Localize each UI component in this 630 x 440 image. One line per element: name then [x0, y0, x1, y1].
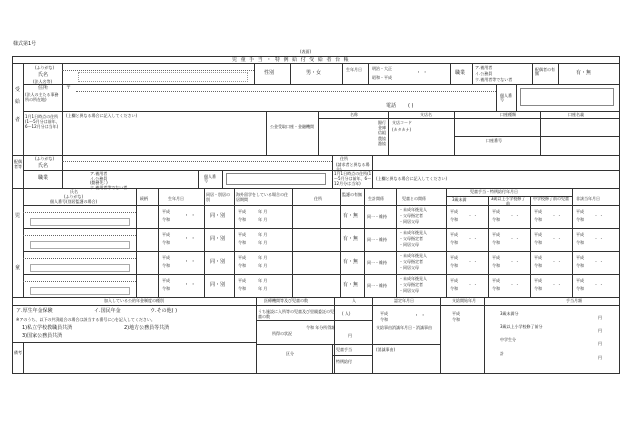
bank-type-gyokyo[interactable]: 漁協: [378, 140, 386, 146]
child-overseas-era-a[interactable]: 平成: [238, 278, 246, 283]
amount-under3-label: 3歳未満分: [500, 311, 519, 316]
amount-total-yen: 円: [598, 355, 602, 360]
spouse-address-label: 住所: [340, 156, 348, 161]
sex-label: 性別: [264, 70, 275, 76]
spouse-occupation-d[interactable]: ウ.被用者等でない者: [90, 184, 128, 190]
amount-header: 手当月額: [566, 298, 582, 303]
child-personal-no-field[interactable]: [30, 264, 130, 272]
child-reason-2[interactable]: ・父母指定者: [399, 259, 423, 264]
birth-era-1[interactable]: 明治・大正: [372, 66, 392, 71]
erase-reason-label: (消滅事由): [376, 347, 396, 352]
child-benefit-era-a[interactable]: 平成: [576, 232, 584, 237]
pension-note: ※アのうち、以下の共済組合の場合は該当する番号に○を記入してください。: [16, 317, 155, 322]
child-header-address: 住所: [314, 196, 322, 201]
child-benefit-dots[interactable]: ・ ・: [552, 259, 562, 264]
certify-era-b[interactable]: 令和: [380, 317, 388, 322]
child-benefit-era-a[interactable]: 平成: [450, 232, 458, 237]
child-benefit-era-b[interactable]: 令和: [450, 217, 458, 222]
spouse-jan1-address-label: 1月1日時点の住所(1～5月分は前年、6～12月分は当年): [334, 171, 372, 186]
child-livelihood[interactable]: 同一・維持: [367, 237, 387, 242]
child-header-name: 氏名: [70, 189, 78, 194]
postal-mark: 〒: [66, 85, 72, 91]
category-label: 区分: [286, 351, 294, 356]
account-holder-header: 口座名義: [568, 112, 584, 117]
child-benefit-dots[interactable]: ・ ・: [552, 213, 562, 218]
bank-type-kinko[interactable]: 金庫: [378, 125, 386, 131]
child-overseas-ym-1[interactable]: 年 月: [258, 209, 268, 214]
child-benefit-dots[interactable]: ・ ・: [510, 282, 520, 287]
medical-note: うち施設に入所等の児童及び里親委託の児童の数: [258, 309, 334, 319]
child-overseas-era-b[interactable]: 令和: [238, 217, 246, 222]
recipient-section-label-2: 給: [15, 99, 21, 105]
child-benefit-dots[interactable]: ・ ・: [468, 259, 478, 264]
child-livelihood[interactable]: 同一・維持: [367, 260, 387, 265]
child-supervision[interactable]: 有・無: [343, 213, 359, 219]
spouse-address-note: (請求者と異なる場合): [336, 162, 370, 172]
certify-era-a[interactable]: 平成: [380, 311, 388, 316]
child-personal-no-field[interactable]: [30, 218, 130, 226]
child-overseas-era-a[interactable]: 平成: [238, 232, 246, 237]
child-section-label-2: 童: [15, 265, 21, 271]
child-header-relation: 続柄: [140, 196, 148, 201]
remarks-label: 備考: [14, 350, 22, 355]
child-birth-dots[interactable]: ・ ・: [184, 213, 196, 219]
child-benefit-era-b[interactable]: 令和: [534, 263, 542, 268]
child-overseas-ym-1[interactable]: 年 月: [258, 255, 268, 260]
amount-total-label: 計: [500, 351, 504, 356]
spouse-furigana-label: (ふりがな): [35, 156, 55, 161]
recipient-address-label: 住所: [38, 85, 49, 91]
child-benefit-era-a[interactable]: 平成: [534, 209, 542, 214]
child-birth-era-b[interactable]: 令和: [162, 263, 170, 268]
child-birth-era-a[interactable]: 平成: [162, 232, 170, 237]
child-together[interactable]: 同・別: [210, 282, 226, 288]
recipient-name-label: 氏名: [38, 72, 49, 78]
child-together[interactable]: 同・別: [210, 213, 226, 219]
side-marker: (表面): [300, 49, 312, 54]
personal-no-field[interactable]: [520, 88, 614, 106]
child-benefit-era-b[interactable]: 令和: [534, 286, 542, 291]
child-birth-dots[interactable]: ・ ・: [184, 236, 196, 242]
child-overseas-ym-2[interactable]: 年 月: [258, 263, 268, 268]
child-overseas-era-a[interactable]: 平成: [238, 255, 246, 260]
child-benefit-era-b[interactable]: 令和: [576, 240, 584, 245]
birth-era-2[interactable]: 昭和・平成: [372, 75, 392, 80]
pay-start-era-b[interactable]: 令和: [452, 317, 460, 322]
certify-date[interactable]: ・ ・: [414, 313, 426, 319]
category-child-benefit[interactable]: 児童手当: [336, 347, 352, 352]
child-benefit-dots[interactable]: ・ ・: [552, 282, 562, 287]
child-birth-era-b[interactable]: 令和: [162, 286, 170, 291]
child-reason-3[interactable]: ・同居父母: [399, 288, 419, 293]
child-reason-2[interactable]: ・父母指定者: [399, 213, 423, 218]
kana-label: (カタカナ): [392, 127, 412, 132]
child-overseas-ym-1[interactable]: 年 月: [258, 232, 268, 237]
certify-header: 認定年月日: [394, 298, 414, 303]
child-benefit-dots[interactable]: ・ ・: [594, 213, 604, 218]
phone-field[interactable]: ( ): [408, 103, 414, 109]
bank-section-label: 公金受取口座・金融機関: [270, 124, 314, 129]
kyosai-option-3[interactable]: 3)国家公務員共済: [22, 333, 63, 339]
pension-option-a[interactable]: ア.厚生年金保険: [16, 308, 53, 314]
child-header-supervision: 監護の有無: [342, 192, 362, 197]
spouse-occupation-c[interactable]: (勤務先: ): [90, 180, 108, 186]
child-header-reason: 児童との関係: [402, 196, 426, 201]
child-benefit-dots[interactable]: ・ ・: [510, 259, 520, 264]
child-livelihood[interactable]: 同一・維持: [367, 214, 387, 219]
amount-jhs-yen: 円: [598, 341, 602, 346]
jan1-address-label: 1月1日時点の住所(1～5月分は前年、6～12月分は当年): [25, 114, 60, 129]
spouse-occupation-label: 職業: [38, 175, 49, 181]
child-benefit-dots[interactable]: ・ ・: [468, 213, 478, 218]
child-supervision[interactable]: 有・無: [343, 282, 359, 288]
category-special-benefit[interactable]: 特例給付: [336, 359, 352, 364]
child-benefit-era-a[interactable]: 平成: [534, 255, 542, 260]
child-benefit-era-a[interactable]: 平成: [492, 278, 500, 283]
kyosai-option-1[interactable]: 1)私立学校教職員共済: [22, 325, 73, 331]
child-benefit-era-b[interactable]: 令和: [450, 240, 458, 245]
amount-jhs-label: 中学生分: [500, 337, 516, 342]
child-benefit-era-b[interactable]: 令和: [534, 240, 542, 245]
occupation-label: 職業: [455, 70, 466, 76]
amount-under3-yen: 円: [598, 315, 602, 320]
spouse-personal-no-field[interactable]: [226, 173, 326, 185]
bank-type-list[interactable]: [378, 120, 386, 146]
child-birth-era-a[interactable]: 平成: [162, 278, 170, 283]
child-personal-no-field[interactable]: [30, 287, 130, 295]
child-benefit-era-b[interactable]: 令和: [576, 263, 584, 268]
branch-code-label: 支店コード: [392, 120, 412, 125]
jan1-same-note: (上欄と異なる場合に記入してください): [66, 113, 138, 118]
child-birth-era-b[interactable]: 令和: [162, 217, 170, 222]
child-benefit-era-b[interactable]: 令和: [534, 217, 542, 222]
child-reason-2[interactable]: ・父母指定者: [399, 236, 423, 241]
birth-label: 生年月日: [346, 67, 362, 72]
spouse-personal-no-label: 個人番号: [204, 174, 216, 183]
child-reason-1[interactable]: ・未成年後見人: [399, 230, 427, 235]
sex-options[interactable]: 男・女: [306, 70, 322, 76]
pay-start-era-a[interactable]: 平成: [452, 311, 460, 316]
child-personal-no-field[interactable]: [30, 241, 130, 249]
child-overseas-ym-1[interactable]: 年 月: [258, 278, 268, 283]
child-reason-3[interactable]: ・同居父母: [399, 265, 419, 270]
child-reason-3[interactable]: ・同居父母: [399, 242, 419, 247]
child-header-benefit-group: 児童手当・特例給付年月日: [470, 189, 518, 194]
child-benefit-dots[interactable]: ・ ・: [552, 236, 562, 241]
child-header-furigana: (ふりがな): [64, 194, 84, 199]
amount-primary-yen: 円: [598, 328, 602, 333]
child-reason-1[interactable]: ・未成年後見人: [399, 276, 427, 281]
child-supervision[interactable]: 有・無: [343, 236, 359, 242]
pension-header: 加入している公的年金制度の種別: [104, 298, 164, 303]
kyosai-option-2[interactable]: 2)地方公務員等共済: [124, 325, 170, 331]
medical-header: 医療機関等及び児童の数: [264, 298, 308, 303]
pension-option-c[interactable]: ウ.その他( ): [150, 308, 178, 314]
child-overseas-era-b[interactable]: 令和: [238, 286, 246, 291]
occupation-option-b[interactable]: イ.公務員: [475, 71, 493, 76]
child-livelihood[interactable]: 同一・維持: [367, 283, 387, 288]
child-header-stop: 非該当年月日: [576, 196, 600, 201]
spouse-occupation-b[interactable]: イ.公務員: [90, 175, 108, 181]
child-header-under3: 3歳未満: [452, 197, 467, 202]
child-birth-dots[interactable]: ・ ・: [184, 282, 196, 288]
child-together[interactable]: 同・別: [210, 236, 226, 242]
child-header-overseas: 海外留学をしている場合の住居期間: [236, 192, 288, 202]
child-reason-2[interactable]: ・父母指定者: [399, 282, 423, 287]
pay-start-header: 支給開始年月: [452, 298, 476, 303]
child-benefit-era-b[interactable]: 令和: [576, 286, 584, 291]
form-number: 様式第1号: [13, 41, 37, 47]
child-benefit-dots[interactable]: ・ ・: [468, 236, 478, 241]
child-benefit-era-b[interactable]: 令和: [450, 263, 458, 268]
child-benefit-dots[interactable]: ・ ・: [594, 282, 604, 287]
child-benefit-dots[interactable]: ・ ・: [594, 259, 604, 264]
child-birth-era-a[interactable]: 平成: [162, 255, 170, 260]
child-benefit-dots[interactable]: ・ ・: [510, 236, 520, 241]
recipient-name-field[interactable]: [78, 72, 248, 82]
occupation-option-c[interactable]: ウ.被用者等でない者: [475, 77, 513, 82]
medical-paren-count[interactable]: ( 人): [342, 311, 351, 316]
recipient-furigana-label: (ふりがな): [35, 65, 55, 70]
child-benefit-era-b[interactable]: 令和: [576, 217, 584, 222]
form-title: 児 童 手 当 ・ 特 例 給 付 受 給 者 台 帳: [232, 57, 350, 63]
recipient-section-label-1: 受: [15, 87, 21, 93]
child-header-3to-primary: 3歳以上小学校修了前: [490, 196, 526, 206]
child-benefit-era-b[interactable]: 令和: [492, 240, 500, 245]
child-birth-era-a[interactable]: 平成: [162, 209, 170, 214]
child-together[interactable]: 同・別: [210, 259, 226, 265]
spouse-section-label: 配偶者等: [14, 159, 22, 169]
recipient-name-note: (法人名等): [33, 79, 53, 84]
child-benefit-era-a[interactable]: 平成: [534, 278, 542, 283]
spouse-flag-options[interactable]: 有・無: [576, 70, 592, 76]
spouse-occupation-a[interactable]: ア.被用者: [90, 171, 108, 176]
child-overseas-ym-2[interactable]: 年 月: [258, 240, 268, 245]
income-label: 所得の状況: [272, 331, 292, 336]
child-benefit-era-b[interactable]: 令和: [450, 286, 458, 291]
bank-type-ginko[interactable]: 銀行: [378, 120, 386, 125]
pension-option-b[interactable]: イ.国民年金: [94, 308, 121, 314]
child-reason-1[interactable]: ・未成年後見人: [399, 253, 427, 258]
child-overseas-era-a[interactable]: 平成: [238, 209, 246, 214]
branch-header: 支店名: [420, 112, 432, 117]
child-benefit-era-b[interactable]: 令和: [492, 217, 500, 222]
child-benefit-era-a[interactable]: 平成: [450, 255, 458, 260]
medical-count-unit: 人: [352, 298, 356, 303]
child-benefit-era-a[interactable]: 平成: [576, 209, 584, 214]
child-header-livelihood: 生計関係: [368, 196, 384, 201]
child-birth-dots[interactable]: ・ ・: [184, 259, 196, 265]
child-overseas-era-b[interactable]: 令和: [238, 240, 246, 245]
child-benefit-era-a[interactable]: 平成: [576, 255, 584, 260]
child-benefit-era-a[interactable]: 平成: [492, 232, 500, 237]
child-benefit-era-a[interactable]: 平成: [450, 209, 458, 214]
account-type-header: 口座種類: [500, 112, 516, 117]
income-line: 令和 年分所得額: [306, 325, 336, 330]
child-benefit-era-b[interactable]: 令和: [492, 263, 500, 268]
bank-name-header: 名称: [350, 112, 358, 117]
child-header-personal-no: 個人番号(別居監護の場合): [50, 199, 98, 204]
recipient-section-label-4: 者: [15, 117, 21, 123]
child-overseas-ym-2[interactable]: 年 月: [258, 286, 268, 291]
child-benefit-era-a[interactable]: 平成: [576, 278, 584, 283]
child-benefit-era-a[interactable]: 平成: [534, 232, 542, 237]
child-section-label-1: 児: [15, 213, 21, 219]
personal-no-label: 個人番号: [500, 93, 512, 102]
child-benefit-dots[interactable]: ・ ・: [468, 282, 478, 287]
child-benefit-era-b[interactable]: 令和: [492, 286, 500, 291]
occupation-option-a[interactable]: ア.被用者: [475, 65, 493, 70]
child-header-junior-high: 中学校修了前の児童: [533, 196, 569, 201]
child-overseas-ym-2[interactable]: 年 月: [258, 217, 268, 222]
child-benefit-era-a[interactable]: 平成: [492, 209, 500, 214]
spouse-flag-label: 配偶者の有無: [535, 67, 555, 76]
birth-date-dots[interactable]: ・ ・: [416, 70, 428, 76]
amount-primary-label: 3歳以上小学校修了前分: [500, 324, 543, 329]
spouse-same-note: (上欄と異なる場合に記入してください): [376, 176, 448, 181]
account-no-header: 口座番号: [486, 138, 502, 143]
child-header-together: 同居・別居の別: [206, 192, 230, 202]
child-benefit-era-a[interactable]: 平成: [450, 278, 458, 283]
child-benefit-dots[interactable]: ・ ・: [594, 236, 604, 241]
bank-type-nokyo[interactable]: 農協: [378, 135, 386, 141]
recipient-address-note: (法人の主たる事務所の所在地): [25, 92, 59, 102]
child-header-birth: 生年月日: [168, 196, 184, 201]
child-reason-1[interactable]: ・未成年後見人: [399, 207, 427, 212]
reason-header: 支給事由消滅年月日・消滅事由: [376, 325, 432, 330]
phone-label: 電話: [386, 103, 397, 109]
spouse-name-label: 氏名: [38, 163, 49, 169]
child-benefit-era-a[interactable]: 平成: [492, 255, 500, 260]
bank-type-shinkumi[interactable]: 信組: [378, 130, 386, 136]
child-benefit-dots[interactable]: ・ ・: [510, 213, 520, 218]
child-overseas-era-b[interactable]: 令和: [238, 263, 246, 268]
income-unit: 円: [348, 333, 352, 338]
child-supervision[interactable]: 有・無: [343, 259, 359, 265]
child-reason-3[interactable]: ・同居父母: [399, 219, 419, 224]
child-birth-era-b[interactable]: 令和: [162, 240, 170, 245]
